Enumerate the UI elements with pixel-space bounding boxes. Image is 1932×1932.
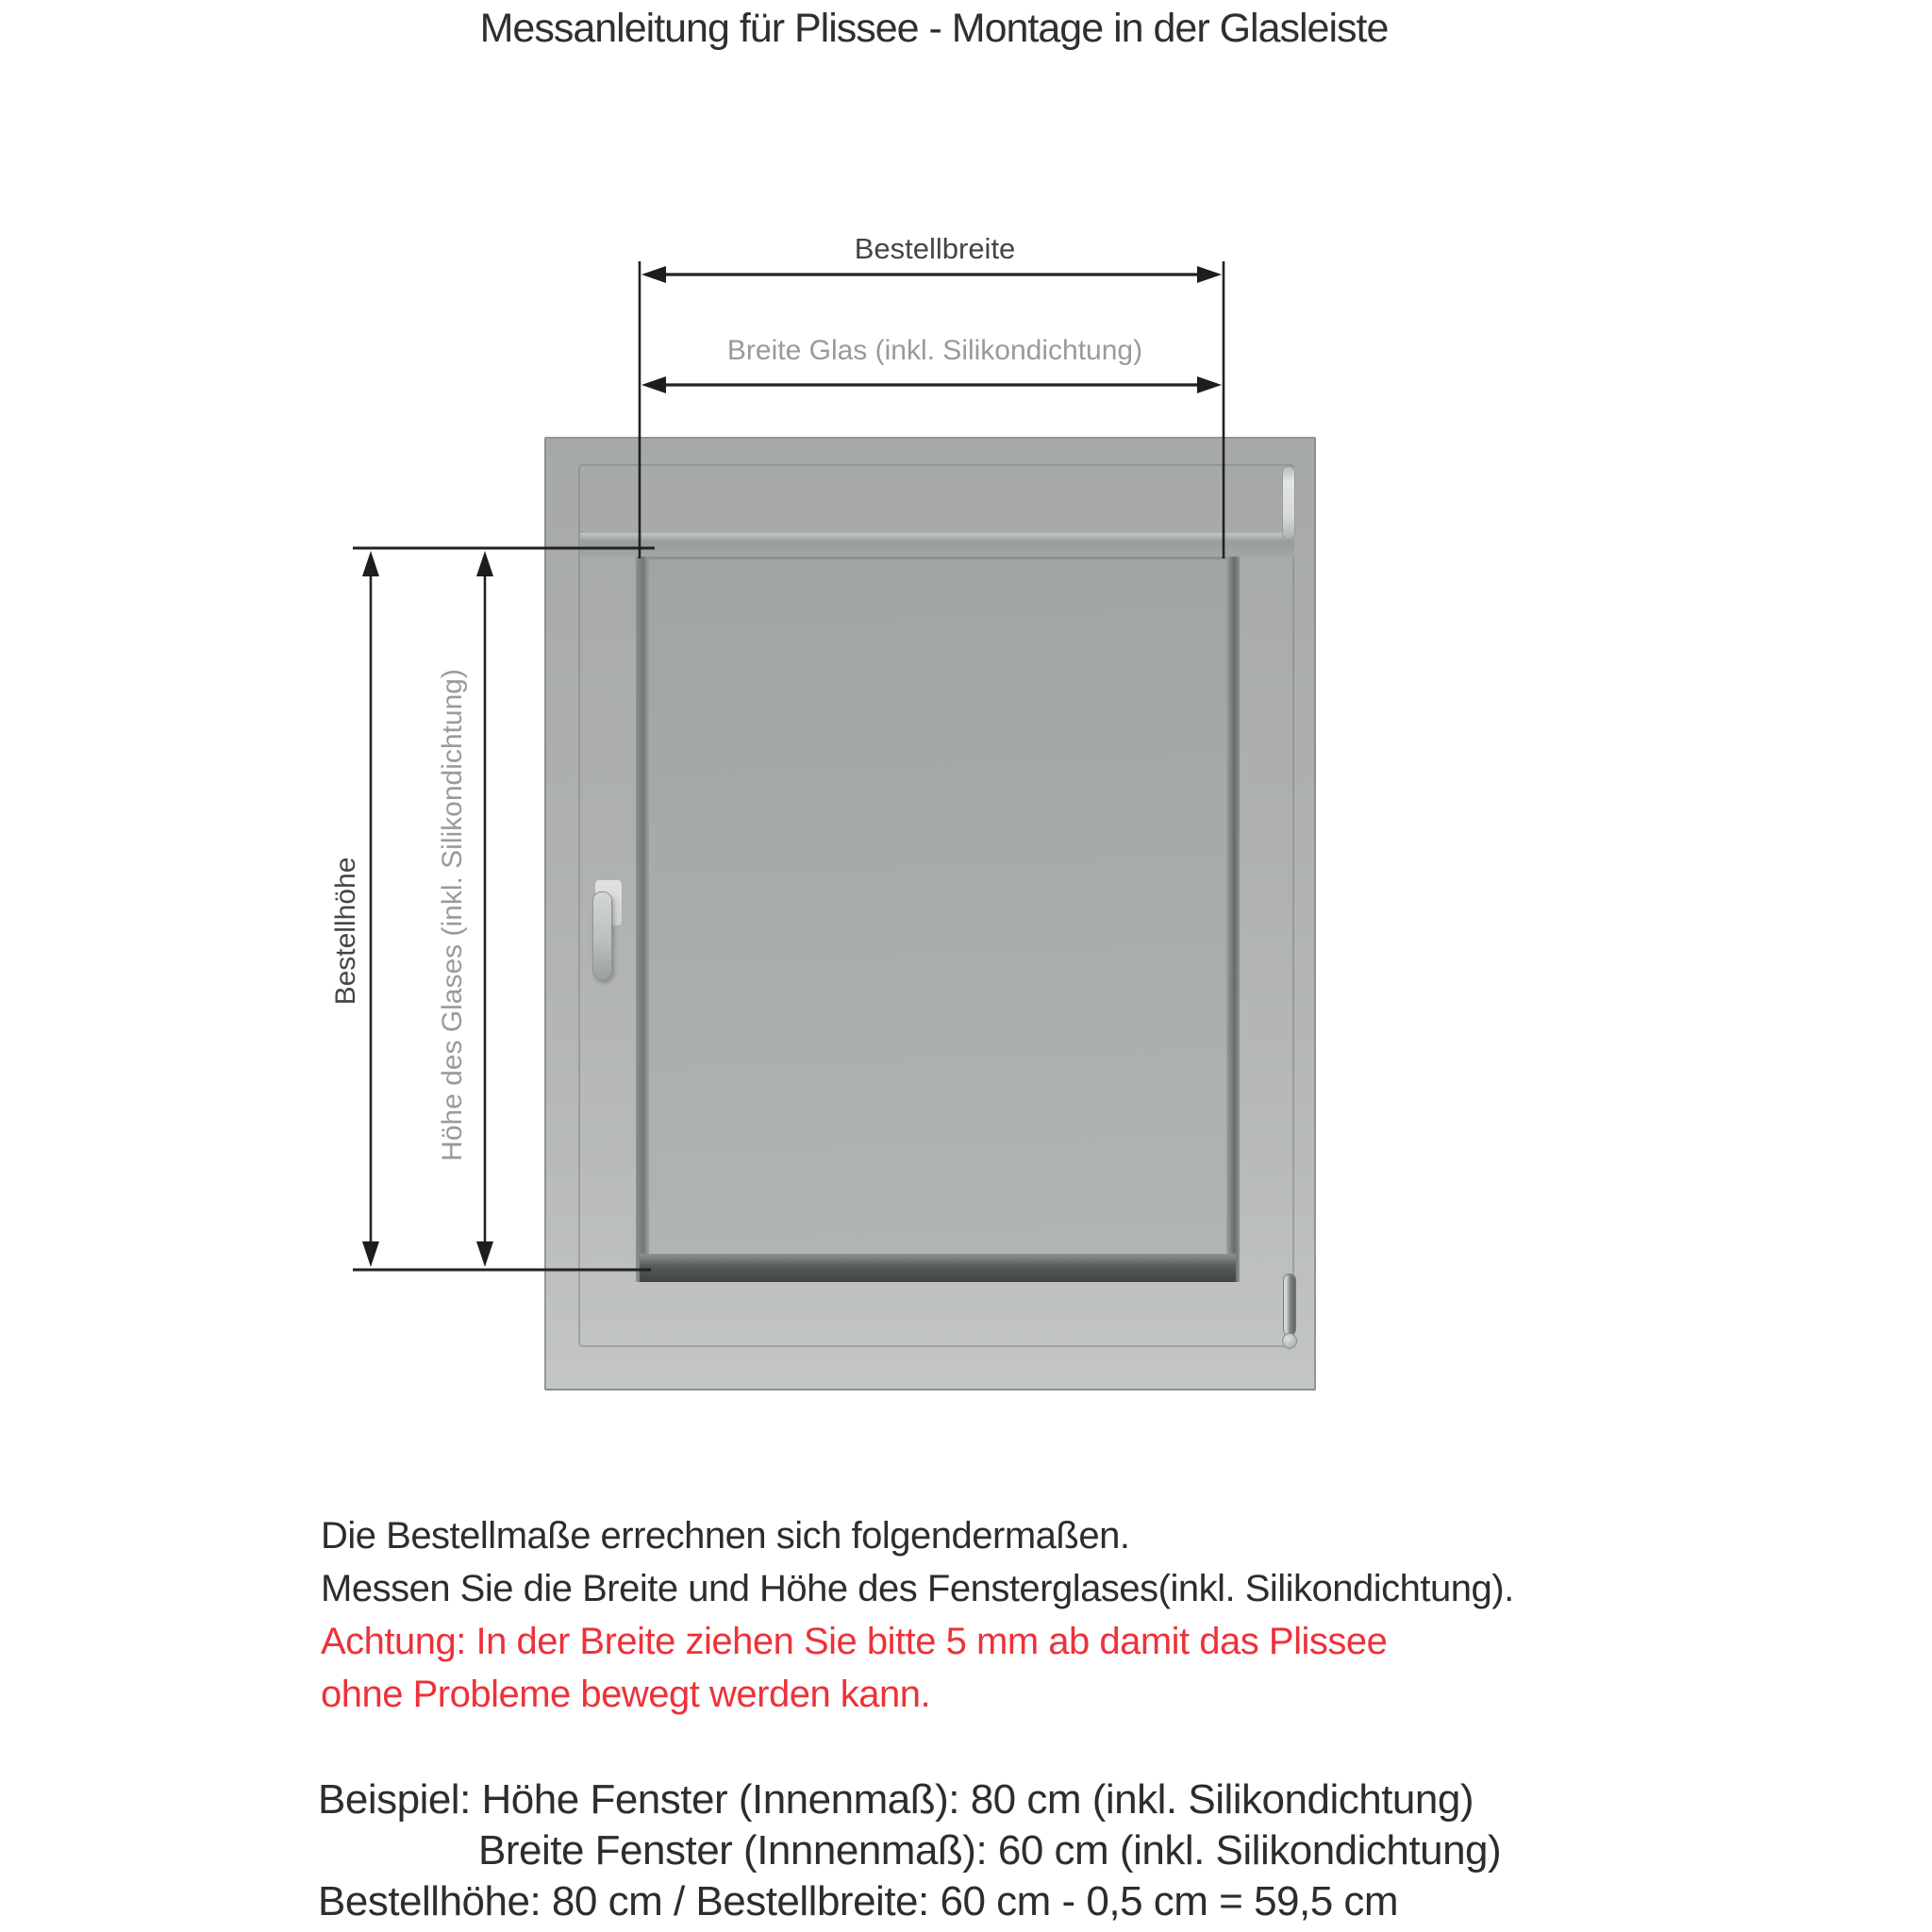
arrowhead-icon bbox=[362, 1241, 379, 1267]
hinge-top bbox=[1282, 466, 1295, 540]
window-glass bbox=[636, 557, 1240, 1282]
example-line: Bestellhöhe: 80 cm / Bestellbreite: 60 cm - 0,5 cm = 59,5 cm bbox=[318, 1878, 1399, 1924]
warning-line: ohne Probleme bewegt werden kann. bbox=[321, 1674, 931, 1715]
instruction-line: Messen Sie die Breite und Höhe des Fensterglases(inkl. Silikondichtung). bbox=[321, 1568, 1514, 1609]
glass-bead-left bbox=[636, 557, 649, 1282]
instruction-line: Die Bestellmaße errechnen sich folgendermaßen. bbox=[321, 1515, 1130, 1557]
arrowhead-icon bbox=[476, 1241, 493, 1267]
arrowhead-icon bbox=[641, 266, 666, 283]
arrowhead-icon bbox=[1197, 266, 1222, 283]
example-line: Breite Fenster (Innnenmaß): 60 cm (inkl. Silikondichtung) bbox=[478, 1827, 1502, 1874]
glass-bevel-bottom bbox=[640, 1254, 1236, 1282]
breite-glas-label: Breite Glas (inkl. Silikondichtung) bbox=[726, 335, 1143, 366]
glass-surface bbox=[649, 557, 1226, 1282]
bestellbreite-arrow bbox=[641, 266, 1222, 283]
hinge-bottom bbox=[1283, 1274, 1296, 1336]
bestellbreite-label: Bestellbreite bbox=[854, 232, 1016, 265]
hoehe-glas-label: Höhe des Glases (inkl. Silikondichtung) bbox=[437, 669, 468, 1161]
window-frame bbox=[544, 437, 1316, 1391]
example-block bbox=[318, 1774, 1501, 1927]
hoehe-glas-arrow bbox=[476, 551, 493, 1267]
glass-bevel-right bbox=[1226, 557, 1240, 1282]
window-handle bbox=[592, 891, 612, 980]
arrowhead-icon bbox=[641, 376, 666, 393]
bestellhoehe-label: Bestellhöhe bbox=[330, 857, 361, 1006]
arrowhead-icon bbox=[476, 551, 493, 576]
warning-line: Achtung: In der Breite ziehen Sie bitte 5 mm ab damit das Plissee bbox=[321, 1621, 1388, 1662]
glazing-strip bbox=[580, 533, 1294, 558]
example-line: Beispiel: Höhe Fenster (Innenmaß): 80 cm (inkl. Silikondichtung) bbox=[318, 1776, 1474, 1823]
arrowhead-icon bbox=[362, 551, 379, 576]
page-title: Messanleitung für Plissee - Montage in der Glasleiste bbox=[479, 6, 1389, 51]
breite-glas-arrow bbox=[641, 376, 1222, 393]
arrowhead-icon bbox=[1197, 376, 1222, 393]
hinge-knob bbox=[1282, 1333, 1297, 1349]
instructions-block bbox=[321, 1509, 1514, 1721]
